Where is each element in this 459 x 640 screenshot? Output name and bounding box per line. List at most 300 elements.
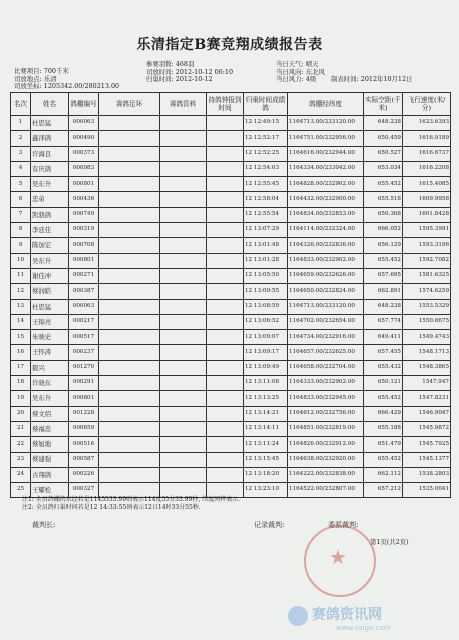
table-cell: 000327	[69, 483, 99, 498]
table-cell: 12 13:18:20	[244, 467, 288, 482]
table-cell	[99, 437, 160, 452]
table-cell	[99, 223, 160, 238]
table-cell	[99, 284, 160, 299]
table-cell: 1164616.00/232944.00	[288, 146, 364, 161]
table-cell: 1164326.00/232836.00	[288, 238, 364, 253]
table-cell: 6	[11, 192, 31, 207]
table-cell: 10	[11, 253, 31, 268]
table-cell: 12 13:11:24	[244, 437, 288, 452]
table-cell: 12 13:09:07	[244, 330, 288, 345]
table-cell: 1545.9872	[403, 421, 451, 436]
table-cell: 1164432.00/232900.00	[288, 192, 364, 207]
report-date: 制表时间: 2012年10月12日	[331, 75, 413, 83]
table-cell: 1164751.00/232956.00	[288, 131, 364, 146]
table-cell: 12 13:01:28	[244, 253, 288, 268]
info-right	[276, 61, 325, 84]
table-cell: 000387	[69, 284, 99, 299]
table-cell: 12 12:55:45	[244, 177, 288, 192]
table-cell: 16	[11, 345, 31, 360]
table-cell: 655.432	[364, 360, 403, 375]
column-header: 持鸽钟报到时间	[207, 93, 244, 116]
table-cell	[99, 177, 160, 192]
table-cell: 1616.6737	[403, 146, 451, 161]
table-cell: 1616.9189	[403, 131, 451, 146]
table-cell: 吴东升	[31, 391, 69, 406]
table-cell: 000217	[69, 314, 99, 329]
table-cell: 1581.6325	[403, 268, 451, 283]
table-cell: 655.452	[364, 253, 403, 268]
table-row	[11, 360, 451, 375]
table-cell: 王怀涛	[31, 345, 69, 360]
table-cell: 650.368	[364, 207, 403, 222]
table-cell: 1616.2208	[403, 161, 451, 176]
table-cell: 1574.6259	[403, 284, 451, 299]
column-header: 赛鸽资料	[160, 93, 207, 116]
table-row	[11, 406, 451, 421]
table-row	[11, 146, 451, 161]
table-cell: 12 13:08:59	[244, 299, 288, 314]
table-cell: 000587	[69, 452, 99, 467]
table-cell	[160, 268, 207, 283]
table-cell: 1164333.00/232902.00	[288, 376, 364, 391]
footnote: 注2: 全员鸽归巢时间若是12 14:33:55则表示12日14时33分55秒.	[22, 504, 201, 511]
table-cell: 毅兴	[31, 360, 69, 375]
table-cell: 649.411	[364, 330, 403, 345]
table-cell: 000983	[69, 161, 99, 176]
table-row	[11, 223, 451, 238]
table-cell: 12 12:52:17	[244, 131, 288, 146]
table-cell: 有庆鸽	[31, 161, 69, 176]
table-cell	[160, 391, 207, 406]
table-cell: 1164612.00/232756.00	[288, 406, 364, 421]
table-cell: 655.518	[364, 192, 403, 207]
table-cell	[207, 253, 244, 268]
table-cell: 凯骁鸽	[31, 207, 69, 222]
table-row	[11, 238, 451, 253]
table-row	[11, 314, 451, 329]
table-cell	[207, 406, 244, 421]
watermark-logo-icon	[288, 606, 308, 626]
table-cell: 15	[11, 330, 31, 345]
footnotes	[22, 496, 240, 512]
table-cell: 657.774	[364, 314, 403, 329]
table-cell: 000226	[69, 467, 99, 482]
table-cell	[99, 467, 160, 482]
footnote: 注1: 全员鸽棚的东经若是1145533.99则表示114度55分33.99秒, 纬度同样表示.	[22, 496, 240, 503]
table-cell: 1548.3865	[403, 360, 451, 375]
table-row	[11, 116, 451, 131]
table-cell: 12 13:15:45	[244, 452, 288, 467]
info-item: 归巢时间: 2012-10-12	[146, 75, 213, 84]
table-cell	[99, 314, 160, 329]
column-header: 归巢时间成绩鸽	[244, 93, 288, 116]
table-cell: 陈加宏	[31, 238, 69, 253]
results-table	[10, 92, 451, 498]
column-header: 实际空距(千米)	[364, 93, 403, 116]
table-cell: 1164334.00/233042.00	[288, 161, 364, 176]
watermark-url: www.saige.com	[336, 624, 391, 632]
column-header: 鸽棚经纬度	[288, 93, 364, 116]
table-cell	[99, 131, 160, 146]
table-cell: 1164734.00/232916.00	[288, 330, 364, 345]
table-cell	[99, 238, 160, 253]
table-cell	[160, 376, 207, 391]
table-cell	[207, 116, 244, 131]
table-cell	[207, 177, 244, 192]
table-cell: 655.452	[364, 452, 403, 467]
table-cell	[160, 345, 207, 360]
table-cell	[99, 116, 160, 131]
table-cell: 1547.8231	[403, 391, 451, 406]
table-cell: 1592.7082	[403, 253, 451, 268]
table-cell: 鑫泽鸽	[31, 131, 69, 146]
table-cell: 18	[11, 376, 31, 391]
table-cell: 648.238	[364, 116, 403, 131]
table-cell: 1535.0041	[403, 483, 451, 498]
table-cell	[207, 192, 244, 207]
table-cell: 12 13:09:55	[244, 284, 288, 299]
info-item: 当日风向: 东北风	[276, 67, 325, 76]
table-row	[11, 192, 451, 207]
table-cell: 蔡润皓	[31, 284, 69, 299]
table-cell: 000436	[69, 192, 99, 207]
table-header-row	[11, 93, 451, 116]
table-cell: 1164638.00/232920.00	[288, 452, 364, 467]
table-cell: 001270	[69, 360, 99, 375]
table-cell: 忠弟	[31, 192, 69, 207]
table-cell: 000517	[69, 330, 99, 345]
table-cell: 000490	[69, 131, 99, 146]
table-row	[11, 421, 451, 436]
table-cell	[160, 192, 207, 207]
table-row	[11, 253, 451, 268]
table-cell: 1615.4085	[403, 177, 451, 192]
table-cell	[207, 376, 244, 391]
table-row	[11, 299, 451, 314]
column-header: 飞行速度(米/分)	[403, 93, 451, 116]
table-cell	[160, 177, 207, 192]
column-header: 姓名	[31, 93, 69, 116]
table-cell	[207, 238, 244, 253]
table-cell: 662.891	[364, 284, 403, 299]
table-cell: 12 12:58:04	[244, 192, 288, 207]
table-cell: 12 13:06:52	[244, 314, 288, 329]
results-body	[11, 116, 451, 498]
table-cell: 1164851.00/232819.00	[288, 421, 364, 436]
table-cell: 655.452	[364, 177, 403, 192]
table-cell	[160, 131, 207, 146]
table-cell: 000516	[69, 437, 99, 452]
table-cell	[207, 452, 244, 467]
info-item: 参赛羽数: 468羽	[146, 60, 195, 68]
info-item: 司放时间: 2012-10-12 06:10	[146, 67, 234, 76]
table-cell	[160, 299, 207, 314]
table-cell: 许海良	[31, 146, 69, 161]
info-item: 当日风力: 4级	[276, 75, 317, 84]
table-cell: 1545.1377	[403, 452, 451, 467]
table-cell: 650.527	[364, 146, 403, 161]
table-cell: 1538.2803	[403, 467, 451, 482]
table-cell: 1623.6393	[403, 116, 451, 131]
table-cell: 1164114.00/232324.00	[288, 223, 364, 238]
table-cell: 1553.5329	[403, 299, 451, 314]
table-cell: 11	[11, 268, 31, 283]
table-cell: 000749	[69, 207, 99, 222]
column-header: 鸽棚编号	[69, 93, 99, 116]
table-cell: 5	[11, 177, 31, 192]
table-cell: 13	[11, 299, 31, 314]
table-cell: 杜思猛	[31, 299, 69, 314]
table-cell: 14	[11, 314, 31, 329]
table-cell	[160, 467, 207, 482]
table-cell	[207, 421, 244, 436]
table-cell: 000237	[69, 345, 99, 360]
table-cell: 001228	[69, 406, 99, 421]
table-cell: 20	[11, 406, 31, 421]
table-row	[11, 391, 451, 406]
table-row	[11, 268, 451, 283]
table-cell	[207, 314, 244, 329]
page-number: 第1页(共2页)	[370, 538, 409, 546]
table-cell: 19	[11, 391, 31, 406]
table-cell: 000063	[69, 299, 99, 314]
table-cell: 12 12:49:15	[244, 116, 288, 131]
table-cell: 1	[11, 116, 31, 131]
table-cell: 8	[11, 223, 31, 238]
table-cell: 24	[11, 467, 31, 482]
table-cell: 1164658.00/232704.00	[288, 360, 364, 375]
table-cell: 17	[11, 360, 31, 375]
table-cell: 1164713.00/233120.00	[288, 116, 364, 131]
table-cell: 000063	[69, 116, 99, 131]
table-cell: 谢佳冲	[31, 268, 69, 283]
table-row	[11, 437, 451, 452]
table-cell	[207, 330, 244, 345]
watermark-text: 赛鸽资讯网	[312, 607, 382, 623]
table-cell: 22	[11, 437, 31, 452]
table-cell: 1164828.00/232902.00	[288, 177, 364, 192]
table-cell	[160, 284, 207, 299]
table-row	[11, 345, 451, 360]
table-cell: 1546.9047	[403, 406, 451, 421]
table-cell: 25	[11, 483, 31, 498]
table-cell: 650.459	[364, 131, 403, 146]
table-cell: 651.479	[364, 437, 403, 452]
table-cell: 12 13:23:10	[244, 483, 288, 498]
table-cell: 1164522.00/232807.00	[288, 483, 364, 498]
table-cell: 1164222.00/232838.00	[288, 467, 364, 482]
table-cell	[207, 146, 244, 161]
table-cell	[207, 345, 244, 360]
table-cell	[160, 314, 207, 329]
table-row	[11, 330, 451, 345]
table-cell	[207, 268, 244, 283]
table-cell: 656.129	[364, 238, 403, 253]
table-cell: 蔡旭地	[31, 437, 69, 452]
table-cell	[160, 146, 207, 161]
table-cell: 1593.3196	[403, 238, 451, 253]
table-cell: 12 13:05:50	[244, 268, 288, 283]
table-cell: 12 12:54:03	[244, 161, 288, 176]
table-cell: 朱映史	[31, 330, 69, 345]
table-cell	[207, 467, 244, 482]
table-cell: 王耀松	[31, 483, 69, 498]
table-cell	[160, 116, 207, 131]
table-row	[11, 161, 451, 176]
table-cell: 1164650.00/232824.00	[288, 284, 364, 299]
referee-signature-label: 裁判长:	[32, 521, 56, 529]
table-cell: 000801	[69, 253, 99, 268]
table-cell: 吴东升	[31, 253, 69, 268]
table-cell: 657.455	[364, 345, 403, 360]
table-cell: 000291	[69, 376, 99, 391]
table-cell: 657.695	[364, 268, 403, 283]
table-row	[11, 467, 451, 482]
table-cell	[99, 192, 160, 207]
table-cell	[207, 131, 244, 146]
table-cell: 吴东升	[31, 177, 69, 192]
table-cell	[99, 253, 160, 268]
table-cell: 王锦亮	[31, 314, 69, 329]
table-cell	[207, 161, 244, 176]
table-cell: 000271	[69, 268, 99, 283]
table-cell: 蔡文绍	[31, 406, 69, 421]
table-cell: 1164659.00/232626.00	[288, 268, 364, 283]
table-cell: 2	[11, 131, 31, 146]
table-cell: 12 13:07:29	[244, 223, 288, 238]
table-cell	[207, 391, 244, 406]
table-cell: 1549.4743	[403, 330, 451, 345]
table-cell	[160, 406, 207, 421]
table-cell	[160, 330, 207, 345]
info-left	[14, 68, 119, 91]
table-cell: 蔡福忠	[31, 421, 69, 436]
table-cell: 1595.3991	[403, 223, 451, 238]
table-cell: 杜思猛	[31, 116, 69, 131]
table-cell	[207, 437, 244, 452]
table-cell: 655.452	[364, 391, 403, 406]
table-row	[11, 284, 451, 299]
table-cell: 1164826.00/232912.00	[288, 437, 364, 452]
table-cell: 000373	[69, 146, 99, 161]
table-cell: 7	[11, 207, 31, 222]
table-cell: 1164657.00/232625.00	[288, 345, 364, 360]
table-cell	[160, 437, 207, 452]
table-cell	[99, 345, 160, 360]
table-cell	[99, 268, 160, 283]
table-cell	[160, 253, 207, 268]
table-cell: 21	[11, 421, 31, 436]
table-cell: 李廷佳	[31, 223, 69, 238]
table-cell	[207, 284, 244, 299]
table-cell: 000659	[69, 421, 99, 436]
table-cell	[160, 161, 207, 176]
table-cell	[99, 376, 160, 391]
table-cell: 12 12:52:25	[244, 146, 288, 161]
table-cell: 23	[11, 452, 31, 467]
table-cell: 653.034	[364, 161, 403, 176]
table-cell: 000801	[69, 391, 99, 406]
table-cell	[160, 207, 207, 222]
table-cell: 4	[11, 161, 31, 176]
table-cell	[99, 406, 160, 421]
table-cell: 662.112	[364, 467, 403, 482]
table-cell	[99, 299, 160, 314]
recorder-signature-label: 记录裁判:	[254, 521, 285, 529]
table-cell: 657.212	[364, 483, 403, 498]
table-cell: 12 12:55:54	[244, 207, 288, 222]
table-cell	[207, 299, 244, 314]
table-cell: 1550.8675	[403, 314, 451, 329]
table-cell	[99, 421, 160, 436]
table-row	[11, 207, 451, 222]
table-cell: 1164702.00/232654.00	[288, 314, 364, 329]
table-cell: 许晓东	[31, 376, 69, 391]
column-header: 名次	[11, 93, 31, 116]
table-cell	[99, 146, 160, 161]
table-cell: 12	[11, 284, 31, 299]
table-cell: 12 13:09:17	[244, 345, 288, 360]
table-cell: 1164833.00/232902.00	[288, 253, 364, 268]
column-header: 赛鸽足环	[99, 93, 160, 116]
committee-signature-label: 委派裁判:	[328, 521, 359, 529]
table-cell	[160, 223, 207, 238]
table-cell: 1545.7925	[403, 437, 451, 452]
info-item: 司放坐标: 1205342.00/280213.00	[14, 82, 120, 91]
table-cell: 1609.9958	[403, 192, 451, 207]
table-cell: 1548.1713	[403, 345, 451, 360]
table-cell: 古翔鸽	[31, 467, 69, 482]
table-cell: 12 13:09:49	[244, 360, 288, 375]
table-cell: 666.052	[364, 223, 403, 238]
table-cell: 000801	[69, 177, 99, 192]
table-cell: 1164713.00/233120.00	[288, 299, 364, 314]
table-cell: 666.429	[364, 406, 403, 421]
table-row	[11, 177, 451, 192]
table-cell	[99, 161, 160, 176]
info-middle	[146, 61, 233, 84]
table-cell: 1164834.00/232853.00	[288, 207, 364, 222]
table-cell: 12 13:01:48	[244, 238, 288, 253]
table-cell	[207, 207, 244, 222]
table-cell: 1601.8428	[403, 207, 451, 222]
table-cell	[160, 421, 207, 436]
table-cell: 蔡建强	[31, 452, 69, 467]
table-cell	[99, 391, 160, 406]
official-seal	[304, 525, 376, 597]
table-cell: 000319	[69, 223, 99, 238]
table-cell: 650.121	[364, 376, 403, 391]
table-cell	[99, 207, 160, 222]
table-row	[11, 376, 451, 391]
table-cell	[160, 452, 207, 467]
table-cell	[99, 330, 160, 345]
info-item: 当日天气: 晴天	[276, 60, 319, 68]
table-cell	[207, 360, 244, 375]
table-cell	[160, 238, 207, 253]
table-cell: 12 13:14:21	[244, 406, 288, 421]
report-title: 乐清指定B赛竞翔成绩报告表	[136, 37, 323, 53]
table-cell: 1547.947	[403, 376, 451, 391]
table-cell	[160, 360, 207, 375]
table-cell: 9	[11, 238, 31, 253]
info-item: 比赛项目: 700千米	[14, 67, 69, 75]
table-cell	[207, 223, 244, 238]
table-cell: 655.188	[364, 421, 403, 436]
table-cell	[99, 452, 160, 467]
table-cell: 12 13:14:11	[244, 421, 288, 436]
table-cell: 648.238	[364, 299, 403, 314]
